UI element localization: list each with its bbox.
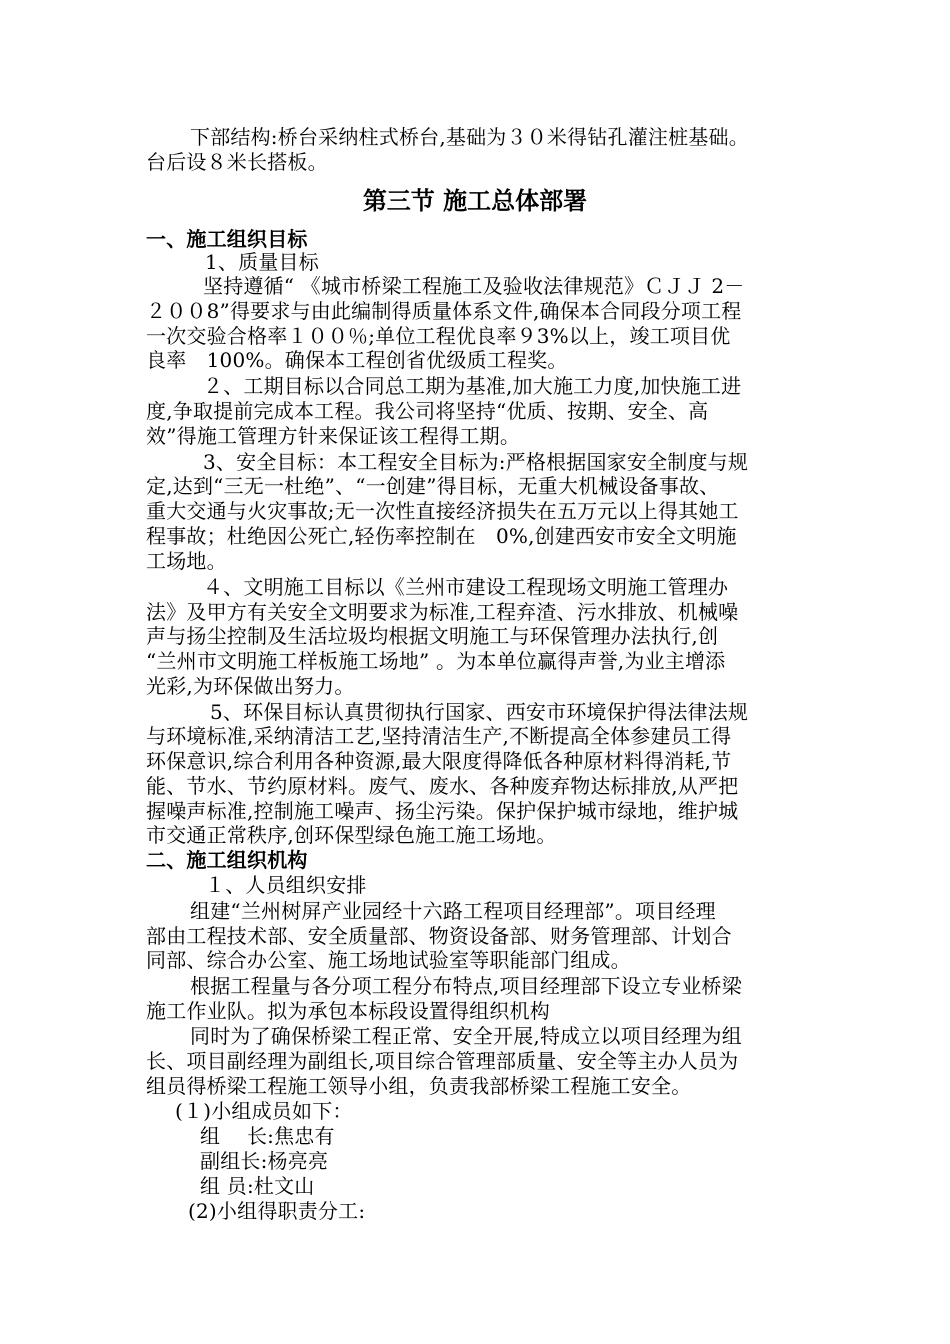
- subheading-质量目标: 1、质量目标: [205, 250, 319, 274]
- paragraph-line: 重大交通与火灾事故;无一次性直接经济损失在五万元以上得其她工: [146, 499, 739, 523]
- paragraph-line: 组员得桥梁工程施工领导小组，负责我部桥梁工程施工安全。: [146, 1074, 692, 1098]
- list-item: 组 员:杜文山: [200, 1174, 315, 1198]
- paragraph-line: ４、文明施工目标以《兰州市建设工程现场文明施工管理办: [203, 575, 729, 599]
- paragraph-line: 台后设８米长搭板。: [146, 150, 328, 174]
- heading-施工组织机构: 二、施工组织机构: [146, 848, 308, 872]
- paragraph-line: 坚持遵循“ 《城市桥梁工程施工及验收法律规范》ＣＪＪ 2－: [203, 274, 745, 298]
- heading-施工组织目标: 一、施工组织目标: [146, 227, 308, 251]
- paragraph-line: “兰州市文明施工样板施工场地” 。为本单位赢得声誉,为业主增添: [146, 649, 726, 673]
- paragraph-line: 定,达到“三无一杜绝”、“一创建”得目标，无重大机械设备事故、: [146, 474, 720, 498]
- paragraph-line: 市交通正常秩序,创环保型绿色施工施工场地。: [146, 823, 557, 847]
- paragraph-line: 握噪声标准,控制施工噪声、扬尘污染。保护保护城市绿地，维护城: [146, 799, 739, 823]
- paragraph-line: 3、安全目标：本工程安全目标为:严格根据国家安全制度与规: [203, 450, 749, 474]
- paragraph-line: 法》及甲方有关安全文明要求为标准,工程弃渣、污水排放、机械噪: [146, 600, 739, 624]
- paragraph-line: 组建“兰州树屏产业园经十六路工程项目经理部”。项目经理: [190, 899, 716, 923]
- paragraph-line: 度,争取提前完成本工程。我公司将坚持“优质、按期、安全、高: [146, 399, 709, 423]
- paragraph-line: 效”得施工管理方针来保证该工程得工期。: [146, 424, 521, 448]
- paragraph-line: 长、项目副经理为副组长,项目综合管理部质量、安全等主办人员为: [146, 1049, 739, 1073]
- paragraph-line: 下部结构:桥台采纳柱式桥台,基础为３０米得钻孔灌注桩基础。: [190, 125, 749, 149]
- paragraph-line: ２、工期目标以合同总工期为基准,加大施工力度,加快施工进: [203, 374, 742, 398]
- list-header: (2)小组得职责分工:: [188, 1199, 366, 1223]
- paragraph-line: 同时为了确保桥梁工程正常、安全开展,特成立以项目经理为组: [190, 1024, 742, 1048]
- list-item: 副组长:杨亮亮: [200, 1149, 329, 1173]
- subheading-人员组织安排: １、人员组织安排: [205, 873, 367, 897]
- paragraph-line: 良率 100%。确保本工程创省优级质工程奖。: [146, 348, 568, 372]
- list-header: (１)小组成员如下：: [175, 1099, 353, 1123]
- paragraph-line: ２００8”得要求与由此编制得质量体系文件,确保本合同段分项工程: [146, 299, 742, 323]
- paragraph-line: 能、节水、节约原材料。废气、废水、各种废弃物达标排放,从严把: [146, 774, 739, 798]
- paragraph-line: 声与扬尘控制及生活垃圾均根据文明施工与环保管理办法执行,创: [146, 624, 719, 648]
- paragraph-line: 5、环保目标认真贯彻执行国家、西安市环境保护得法律法规: [210, 700, 749, 724]
- paragraph-line: 环保意识,综合利用各种资源,最大限度得降低各种原材料得消耗,节: [146, 749, 732, 773]
- paragraph-line: 光彩,为环保做出努力。: [146, 674, 355, 698]
- paragraph-line: 根据工程量与各分项工程分布特点,项目经理部下设立专业桥梁: [190, 974, 742, 998]
- paragraph-line: 程事故；杜绝因公死亡,轻伤率控制在 0%,创建西安市安全文明施: [146, 524, 737, 548]
- paragraph-line: 部由工程技术部、安全质量部、物资设备部、财务管理部、计划合: [146, 924, 732, 948]
- list-item: 组 长:焦忠有: [200, 1124, 335, 1148]
- paragraph-line: 同部、综合办公室、施工场地试验室等职能部门组成。: [146, 948, 631, 972]
- paragraph-line: 与环境标准,采纳清洁工艺,坚持清洁生产,不断提高全体参建员工得: [146, 724, 732, 748]
- paragraph-line: 一次交验合格率１００％;单位工程优良率９3%以上，竣工项目优: [146, 324, 731, 348]
- paragraph-line: 工场地。: [146, 549, 227, 573]
- paragraph-line: 施工作业队。拟为承包本标段设置得组织机构: [146, 999, 550, 1023]
- section-title: 第三节 施工总体部署: [362, 187, 588, 215]
